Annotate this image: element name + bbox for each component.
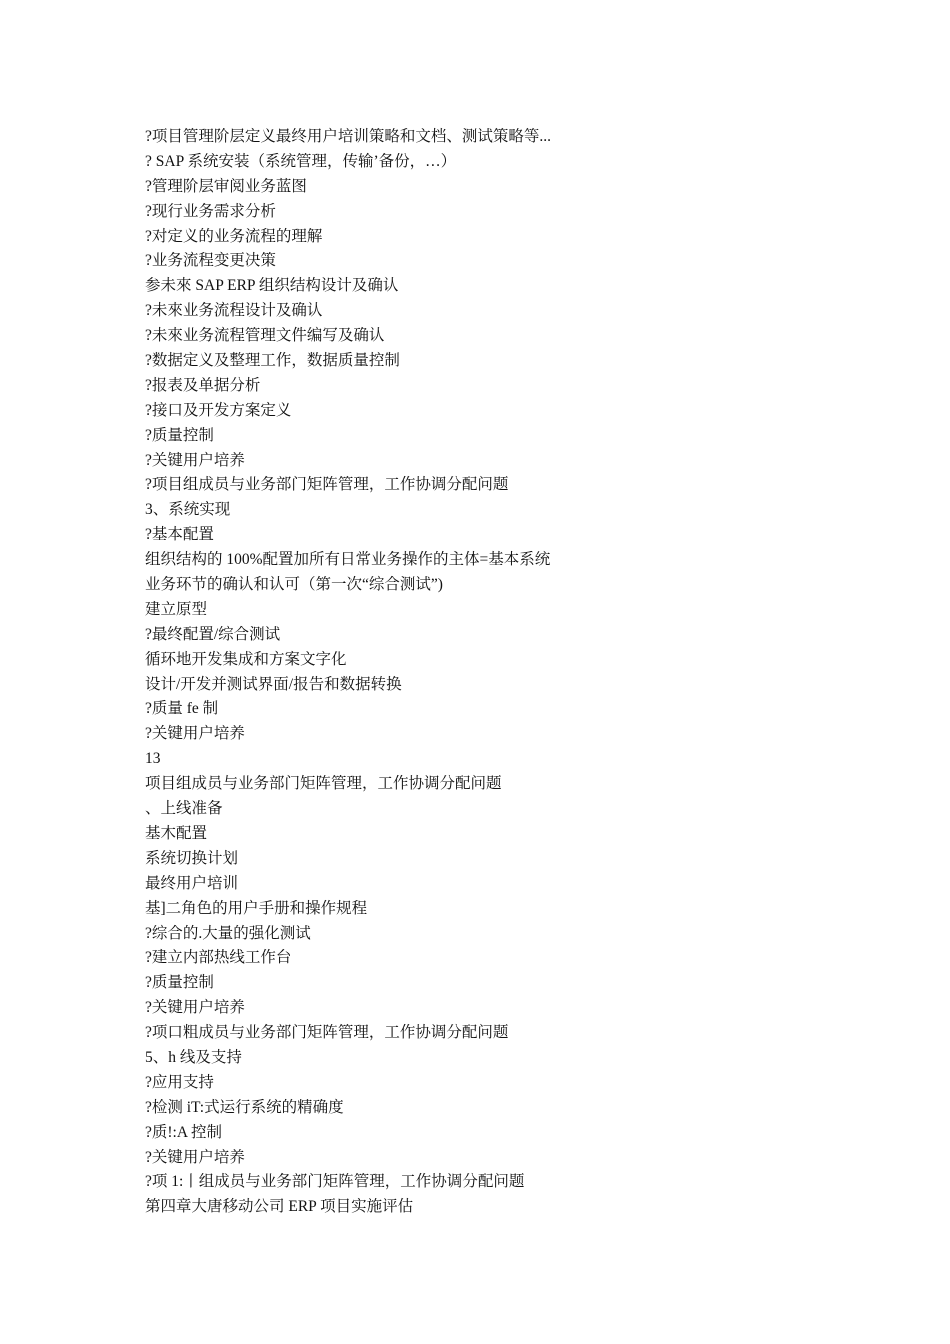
text-line: 组织结构的 100%配置加所有日常业务操作的主体=基本系统 [145, 551, 551, 569]
text-line: 项目组成员与业务部门矩阵管理，工作协调分配问题 [145, 775, 502, 793]
text-line: ?关键用户培养 [145, 1148, 245, 1166]
text-line: ?检测 iT:式运行系统的精确度 [145, 1098, 344, 1116]
text-line: 基]二角色的用户手册和操作规程 [145, 899, 368, 917]
text-line: 建立原型 [145, 600, 208, 618]
text-line: ?未來业务流程设计及确认 [145, 302, 323, 320]
chapter-heading: 第四章大唐移动公司 ERP 项目实施评估 [145, 1198, 414, 1216]
text-line: ?接口及开发方案定义 [145, 401, 292, 419]
section-heading: 5、h 线及支持 [145, 1048, 242, 1066]
text-line: ?现行业务需求分析 [145, 202, 276, 220]
text-line: ?质量控制 [145, 974, 214, 992]
text-line: ?项口粗成员与业务部门矩阵管理，工作协调分配问题 [145, 1024, 509, 1042]
text-line: 业务环节的确认和认可（第一次“综合测试”) [145, 576, 443, 594]
section-heading: 3、系统实现 [145, 501, 231, 519]
text-line: ?对定义的业务流程的理解 [145, 227, 323, 245]
text-line: ?业务流程变更决策 [145, 252, 276, 270]
text-line: ?未來业务流程管理文件编写及确认 [145, 327, 385, 345]
text-line: ?关键用户培养 [145, 999, 245, 1017]
text-line: ?应用支持 [145, 1073, 214, 1091]
text-line: 系统切换计划 [145, 849, 239, 867]
text-line: ?基本配置 [145, 526, 214, 544]
text-line: ?项 1:丨组成员与业务部门矩阵管理，工作协调分配问题 [145, 1173, 525, 1191]
text-line: ?质量 fe 制 [145, 700, 219, 718]
document-body [145, 125, 845, 1220]
text-line: 基木配置 [145, 824, 208, 842]
text-line: ?质量控制 [145, 426, 214, 444]
text-line: 最终用户培训 [145, 874, 239, 892]
text-line: ?项目组成员与业务部门矩阵管理，工作协调分配问题 [145, 476, 509, 494]
text-line: ?报表及单据分析 [145, 376, 261, 394]
text-line: ?数据定义及整理工作，数据质量控制 [145, 352, 400, 370]
text-line: ?建立内部热线工作台 [145, 949, 292, 967]
page-number: 13 [145, 750, 161, 768]
text-line: ?项目管理阶层定义最终用户培训策略和文档、测试策略等... [145, 128, 552, 145]
text-line: 循环地开发集成和方案文字化 [145, 650, 347, 668]
text-line: ?质!:A 控制 [145, 1123, 223, 1141]
text-line: 参未來 SAP ERP 组织结构设计及确认 [145, 277, 399, 295]
section-heading: 、上线准备 [145, 800, 223, 818]
text-line: ?关键用户培养 [145, 451, 245, 469]
text-line: ?综合的.大量的强化测试 [145, 924, 311, 942]
text-line: ?最终配置/综合测试 [145, 625, 281, 643]
text-line: ?关键用户培养 [145, 725, 245, 743]
text-line: ? SAP 系统安装（系统管理，传输’备份，…） [145, 152, 457, 170]
text-line: ?管理阶层审阅业务蓝图 [145, 177, 307, 195]
text-line: 设计/开发并测试界面/报告和数据转换 [145, 675, 402, 693]
